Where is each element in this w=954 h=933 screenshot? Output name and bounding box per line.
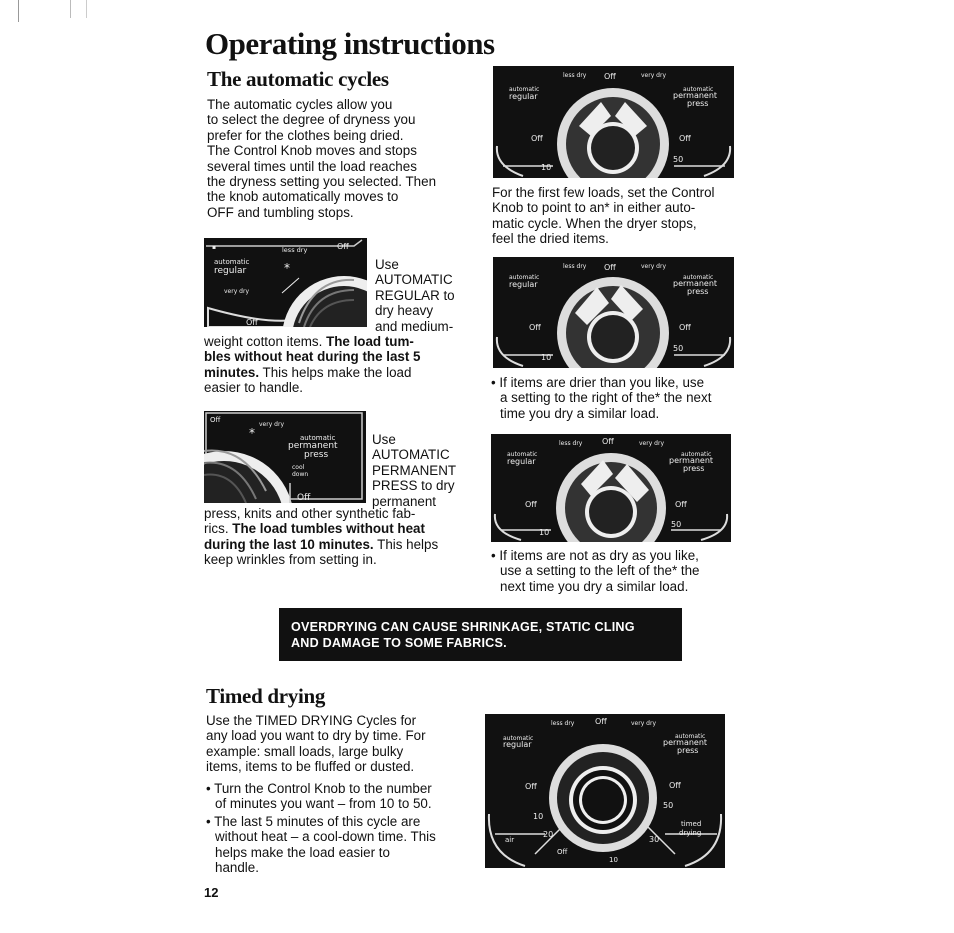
timed-intro (206, 713, 476, 775)
dial-label: press (304, 450, 329, 460)
press-description (204, 506, 479, 568)
section-heading-automatic: The automatic cycles (207, 67, 389, 91)
dial-label: regular (507, 457, 536, 466)
automatic-intro (207, 97, 477, 220)
text-line: PRESS to dry (372, 478, 455, 494)
text-line: OFF and tumbling stops. (207, 204, 354, 220)
dial-label: 50 (673, 155, 684, 164)
drier-bullet (491, 375, 753, 421)
press-side-text (372, 432, 482, 509)
dial-label: permanent (663, 738, 708, 747)
dial-label: automatic (214, 258, 250, 266)
text-line: handle. (215, 860, 259, 876)
dial-label: automatic (675, 733, 706, 740)
dial-label: automatic (503, 735, 534, 742)
dial-label: 50 (673, 344, 684, 353)
dial-label: Off (675, 500, 687, 509)
dial-label: less dry (559, 440, 583, 447)
dial-label: press (683, 464, 705, 473)
section-heading-timed: Timed drying (206, 684, 326, 708)
control-knob-illustration-2 (493, 257, 734, 368)
dial-label: Off (531, 134, 543, 143)
dial-label: Off (602, 437, 614, 446)
text-span: weight cotton items. (204, 334, 327, 349)
text-line: prefer for the clothes being dried. (207, 127, 404, 143)
regular-dial-illustration (204, 238, 367, 327)
text-line: a setting to the right of the* the next (500, 390, 712, 406)
dial-label: very dry (639, 440, 664, 447)
text-span: This helps (373, 536, 439, 552)
text-line: Use the TIMED DRYING Cycles for (206, 713, 417, 728)
dial-label: timed (681, 820, 702, 828)
control-knob-illustration-3 (491, 434, 731, 542)
text-line: For the first few loads, set the Control (492, 185, 715, 200)
dial-label: press (677, 746, 699, 755)
notdry-bullet (491, 548, 753, 594)
text-line: helps make the load easier to (215, 844, 390, 860)
page-number: 12 (204, 885, 219, 900)
dial-label: Off (669, 781, 681, 790)
dial-label: 50 (671, 520, 682, 529)
dial-label: automatic (509, 274, 540, 281)
scan-edge-mark (18, 0, 19, 22)
dial-label: Off (337, 242, 349, 251)
text-line: • If items are not as dry as you like, (491, 548, 699, 563)
text-line: The Control Knob moves and stops (207, 143, 417, 159)
dial-label: less dry (551, 720, 575, 727)
control-knob-illustration-1 (493, 66, 734, 178)
emphasis-text: minutes. (204, 364, 260, 380)
text-line: AUTOMATIC (375, 272, 453, 288)
text-line: REGULAR to (375, 287, 455, 303)
regular-description (204, 334, 479, 396)
dial-label: 10 (541, 353, 552, 362)
dial-label: drying (679, 829, 702, 837)
text-line: easier to handle. (204, 380, 304, 396)
dial-label: very dry (259, 421, 284, 428)
text-line: press, knits and other synthetic fab- (204, 506, 416, 521)
scan-edge-mark (86, 0, 87, 18)
text-line: to select the degree of dryness you (207, 112, 416, 128)
text-line: • Turn the Control Knob to the number (206, 781, 432, 796)
dial-label: automatic (509, 86, 540, 93)
text-line: Use (375, 257, 399, 272)
warning-line: AND DAMAGE TO SOME FABRICS. (291, 636, 507, 650)
dial-label: Off (297, 493, 311, 503)
text-line: • If items are drier than you like, use (491, 375, 705, 390)
dial-label: 10 (533, 812, 544, 821)
dial-label: automatic (683, 86, 714, 93)
dial-label: regular (509, 280, 538, 289)
dial-label: press (687, 99, 709, 108)
text-line: PERMANENT (372, 462, 457, 478)
text-line: several times until the load reaches (207, 158, 417, 174)
text-line: next time you dry a similar load. (500, 578, 689, 594)
dial-label: Off (210, 416, 221, 424)
text-line: Use (372, 432, 396, 447)
dial-label: 10 (609, 856, 618, 864)
dial-label: Off (679, 134, 691, 143)
dial-label: Off (595, 717, 607, 726)
text-line: keep wrinkles from setting in. (204, 552, 377, 568)
scan-edge-mark (70, 0, 71, 18)
dial-label: Off (525, 782, 537, 791)
dial-label: 10 (539, 528, 550, 537)
dial-label: cool (292, 464, 305, 471)
dial-label: down (292, 471, 309, 478)
text-line: feel the dried items. (492, 231, 609, 247)
asterisk-icon: * (284, 261, 290, 275)
text-line: permanent (372, 493, 437, 509)
emphasis-text: during the last 10 minutes. (204, 536, 374, 552)
dial-label: 10 (541, 163, 552, 172)
text-span: This helps make the load (259, 364, 412, 380)
regular-side-text (375, 257, 485, 334)
dial-label: automatic (300, 434, 336, 442)
text-line: dry heavy (375, 303, 434, 319)
dial-label: Off (604, 72, 616, 81)
dial-label: 20 (543, 830, 554, 839)
dial-label: air (505, 836, 515, 844)
dial-label: Off (679, 323, 691, 332)
dial-label: very dry (631, 720, 656, 727)
dial-label: Off (525, 500, 537, 509)
dial-label: Off (604, 263, 616, 272)
dial-label: press (687, 287, 709, 296)
dial-label: automatic (507, 451, 538, 458)
dial-label: regular (503, 740, 532, 749)
dial-label: permanent (669, 456, 714, 465)
text-line: matic cycle. When the dryer stops, (492, 215, 697, 231)
dial-label: Off (557, 848, 568, 856)
dial-label: very dry (224, 288, 249, 295)
page-title: Operating instructions (205, 26, 495, 61)
text-span: rics. (204, 521, 233, 537)
warning-line: OVERDRYING CAN CAUSE SHRINKAGE, STATIC CLING (291, 620, 635, 634)
dial-label: 50 (663, 801, 674, 810)
text-line: and medium- (375, 318, 454, 334)
text-line: any load you want to dry by time. For (206, 728, 426, 744)
dial-label: automatic (681, 451, 712, 458)
dial-label: permanent (288, 441, 338, 451)
text-line: the dryness setting you selected. Then (207, 174, 437, 190)
dial-label: automatic (683, 274, 714, 281)
text-line: time you dry a similar load. (500, 405, 660, 421)
text-line: without heat – a cool-down time. This (215, 829, 436, 845)
dial-label: less dry (563, 263, 587, 270)
text-line: use a setting to the left of the* the (500, 563, 700, 579)
svg-text:▪: ▪ (212, 244, 217, 251)
dial-label: permanent (673, 279, 718, 288)
dial-label: regular (214, 266, 247, 276)
dial-label: less dry (282, 246, 308, 254)
asterisk-icon: * (249, 426, 255, 440)
dial-label: less dry (563, 72, 587, 79)
text-line: items, items to be fluffed or dusted. (206, 759, 415, 775)
text-line: example: small loads, large bulky (206, 743, 404, 759)
dial-label: Off (246, 318, 258, 327)
text-line: The automatic cycles allow you (207, 97, 393, 112)
emphasis-text: The load tumbles without heat (232, 521, 425, 537)
text-line: AUTOMATIC (372, 447, 450, 463)
text-line: the knob automatically moves to (207, 189, 399, 205)
text-line: • The last 5 minutes of this cycle are (206, 813, 421, 829)
dial-label: very dry (641, 72, 666, 79)
emphasis-text: bles without heat during the last 5 (204, 349, 421, 365)
emphasis-text: The load tum- (326, 334, 414, 349)
dial-label: 30 (649, 835, 660, 844)
dial-label: permanent (673, 91, 718, 100)
timed-dial-illustration (485, 714, 725, 868)
dial-label: very dry (641, 263, 666, 270)
dial-label: regular (509, 92, 538, 101)
text-line: Knob to point to an* in either auto- (492, 200, 696, 216)
press-dial-illustration (204, 411, 366, 503)
dial-label: Off (529, 323, 541, 332)
timed-bullets (206, 781, 476, 875)
overdrying-warning (279, 608, 682, 661)
first-loads-text (492, 185, 752, 247)
text-line: of minutes you want – from 10 to 50. (215, 796, 432, 812)
